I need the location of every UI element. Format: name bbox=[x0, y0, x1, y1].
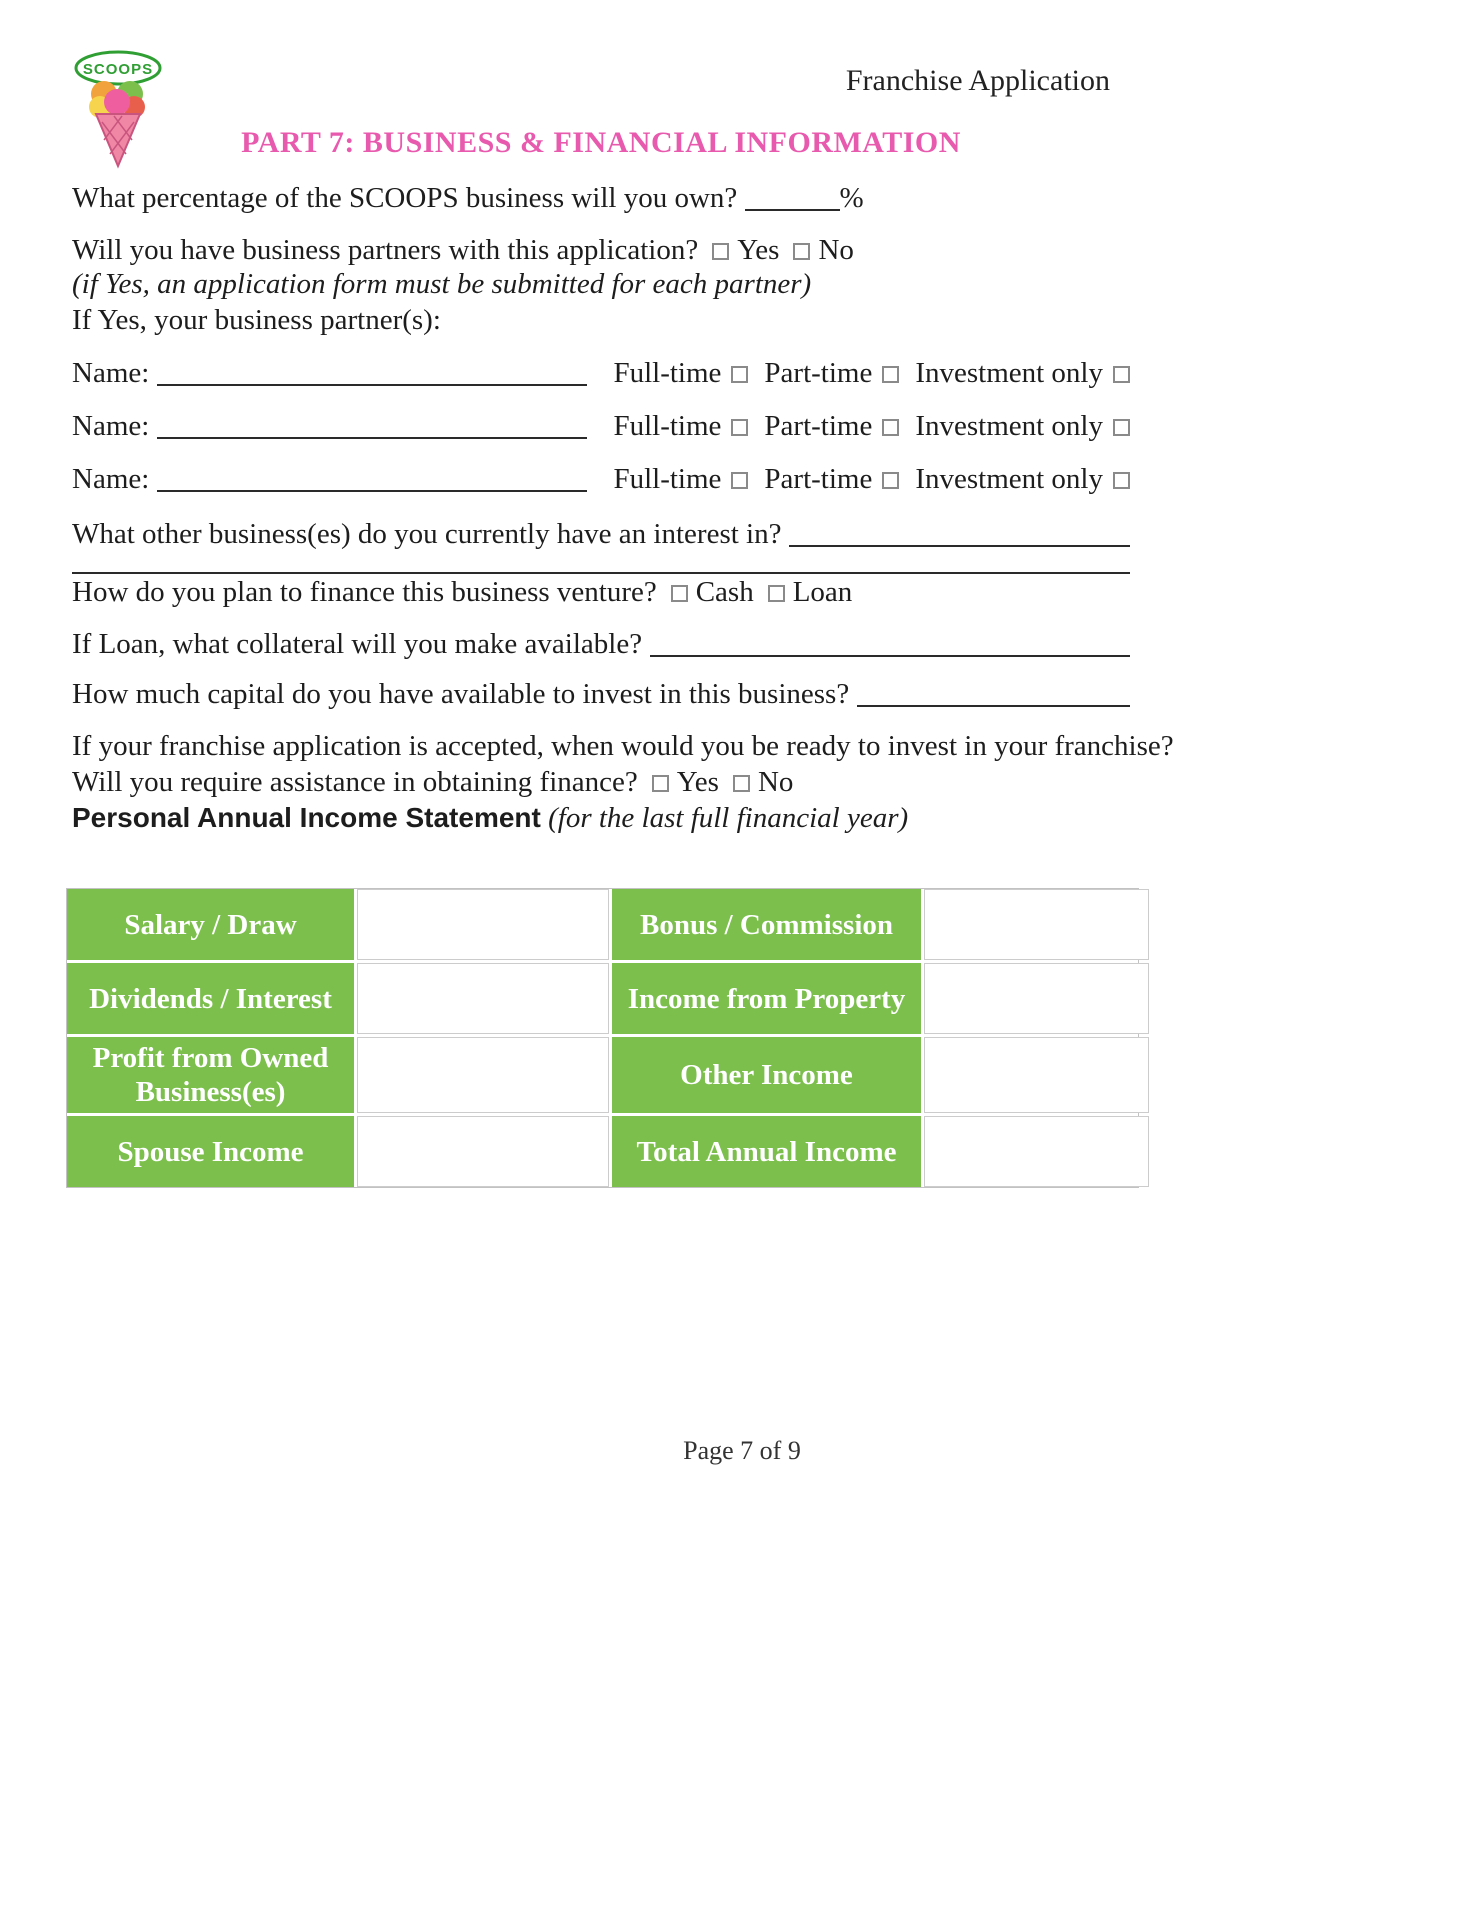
income-value-total-annual-income[interactable] bbox=[924, 1116, 1149, 1187]
question-business-partners-block bbox=[72, 232, 1130, 302]
partner-row-3 bbox=[72, 461, 1130, 497]
partner-2-investment-checkbox[interactable] bbox=[1113, 419, 1130, 436]
partner-2-investment-label: Investment only bbox=[915, 410, 1103, 442]
partners-intro: If Yes, your business partner(s): bbox=[72, 304, 441, 336]
partner-1-name-blank[interactable] bbox=[157, 384, 587, 386]
capital-blank[interactable] bbox=[857, 705, 1130, 707]
partners-yes-checkbox[interactable] bbox=[712, 243, 729, 260]
question-capital-text: How much capital do you have available to invest in this business? bbox=[72, 678, 850, 710]
income-value-spouse-income[interactable] bbox=[357, 1116, 609, 1187]
partner-2-fulltime-label: Full-time bbox=[613, 410, 722, 442]
partner-2-name-label: Name: bbox=[72, 410, 150, 442]
percent-suffix: % bbox=[839, 182, 864, 214]
income-label-income-from-property: Income from Property bbox=[612, 963, 921, 1034]
assistance-yes-checkbox[interactable] bbox=[652, 775, 669, 792]
income-label-salary-draw: Salary / Draw bbox=[67, 889, 354, 960]
question-business-partners-text: Will you have business partners with this application? bbox=[72, 234, 699, 266]
page-number: Page 7 of 9 bbox=[683, 1436, 801, 1465]
partner-3-fulltime-checkbox[interactable] bbox=[731, 472, 748, 489]
income-label-total-annual-income: Total Annual Income bbox=[612, 1116, 921, 1187]
income-value-other-income[interactable] bbox=[924, 1037, 1149, 1113]
partner-1-parttime-label: Part-time bbox=[764, 357, 873, 389]
income-value-dividends-interest[interactable] bbox=[357, 963, 609, 1034]
partner-3-investment-checkbox[interactable] bbox=[1113, 472, 1130, 489]
income-value-income-from-property[interactable] bbox=[924, 963, 1149, 1034]
assistance-no-checkbox[interactable] bbox=[733, 775, 750, 792]
partner-row-2 bbox=[72, 408, 1130, 444]
income-label-spouse-income: Spouse Income bbox=[67, 1116, 354, 1187]
question-ownership-percentage bbox=[72, 180, 1130, 216]
question-business-partners bbox=[72, 232, 1130, 268]
question-finance-plan bbox=[72, 574, 1130, 610]
partner-1-fulltime-checkbox[interactable] bbox=[731, 366, 748, 383]
income-label-other-income: Other Income bbox=[612, 1037, 921, 1113]
document-title: Franchise Application bbox=[845, 64, 1110, 97]
question-other-business-text: What other business(es) do you currently have an interest in? bbox=[72, 518, 782, 550]
partner-3-parttime-checkbox[interactable] bbox=[882, 472, 899, 489]
collateral-blank[interactable] bbox=[650, 655, 1130, 657]
partner-1-roles bbox=[613, 355, 1130, 391]
partners-yes-label: Yes bbox=[737, 234, 780, 266]
question-capital bbox=[72, 676, 1130, 712]
question-other-business bbox=[72, 516, 1130, 552]
form-body bbox=[72, 180, 1174, 1188]
question-finance-assistance bbox=[72, 764, 1130, 800]
income-statement-subtitle: (for the last full financial year) bbox=[548, 802, 909, 834]
finance-cash-label: Cash bbox=[695, 576, 754, 608]
partner-1-investment-label: Investment only bbox=[915, 357, 1103, 389]
income-value-bonus-commission[interactable] bbox=[924, 889, 1149, 960]
assistance-no-label: No bbox=[757, 766, 794, 798]
partner-1-investment-checkbox[interactable] bbox=[1113, 366, 1130, 383]
other-business-blank[interactable] bbox=[789, 545, 1130, 547]
income-value-profit-owned-business[interactable] bbox=[357, 1037, 609, 1113]
partner-2-roles bbox=[613, 408, 1130, 444]
ownership-percentage-blank[interactable] bbox=[745, 209, 840, 211]
finance-loan-checkbox[interactable] bbox=[768, 585, 785, 602]
income-statement-heading bbox=[72, 800, 1130, 836]
partner-3-roles bbox=[613, 461, 1130, 497]
income-label-dividends-interest: Dividends / Interest bbox=[67, 963, 354, 1034]
partner-2-name-blank[interactable] bbox=[157, 437, 587, 439]
partner-3-investment-label: Investment only bbox=[915, 463, 1103, 495]
question-collateral-text: If Loan, what collateral will you make available? bbox=[72, 628, 643, 660]
partner-3-fulltime-label: Full-time bbox=[613, 463, 722, 495]
logo-wordmark: SCOOPS bbox=[82, 61, 154, 78]
finance-cash-checkbox[interactable] bbox=[671, 585, 688, 602]
partner-1-parttime-checkbox[interactable] bbox=[882, 366, 899, 383]
partner-3-name-label: Name: bbox=[72, 463, 150, 495]
income-table bbox=[66, 888, 1139, 1188]
partner-1-fulltime-label: Full-time bbox=[613, 357, 722, 389]
partner-3-parttime-label: Part-time bbox=[764, 463, 873, 495]
income-label-profit-owned-business: Profit from Owned Business(es) bbox=[67, 1037, 354, 1113]
partners-no-label: No bbox=[818, 234, 854, 266]
partner-row-1 bbox=[72, 355, 1130, 391]
income-statement-title: Personal Annual Income Statement bbox=[72, 802, 541, 833]
partners-no-checkbox[interactable] bbox=[793, 243, 810, 260]
partners-note: (if Yes, an application form must be submitted for each partner) bbox=[72, 268, 812, 300]
partner-1-name-label: Name: bbox=[72, 357, 150, 389]
question-finance-assistance-text: Will you require assistance in obtaining finance? bbox=[72, 766, 638, 798]
assistance-yes-label: Yes bbox=[676, 766, 719, 798]
finance-loan-label: Loan bbox=[792, 576, 853, 608]
question-ownership-percentage-text: What percentage of the SCOOPS business will you own? bbox=[72, 182, 738, 214]
income-label-bonus-commission: Bonus / Commission bbox=[612, 889, 921, 960]
partner-2-parttime-label: Part-time bbox=[764, 410, 873, 442]
question-ready-to-invest-text: If your franchise application is accepted, when would you be ready to invest in your franchise? bbox=[72, 730, 1174, 762]
question-ready-to-invest bbox=[72, 728, 1174, 764]
partner-3-name-blank[interactable] bbox=[157, 490, 587, 492]
question-collateral bbox=[72, 626, 1130, 662]
income-value-salary-draw[interactable] bbox=[357, 889, 609, 960]
part-7-heading: PART 7: BUSINESS & FINANCIAL INFORMATION bbox=[241, 126, 961, 159]
question-finance-plan-text: How do you plan to finance this business venture? bbox=[72, 576, 657, 608]
partner-2-parttime-checkbox[interactable] bbox=[882, 419, 899, 436]
partner-2-fulltime-checkbox[interactable] bbox=[731, 419, 748, 436]
